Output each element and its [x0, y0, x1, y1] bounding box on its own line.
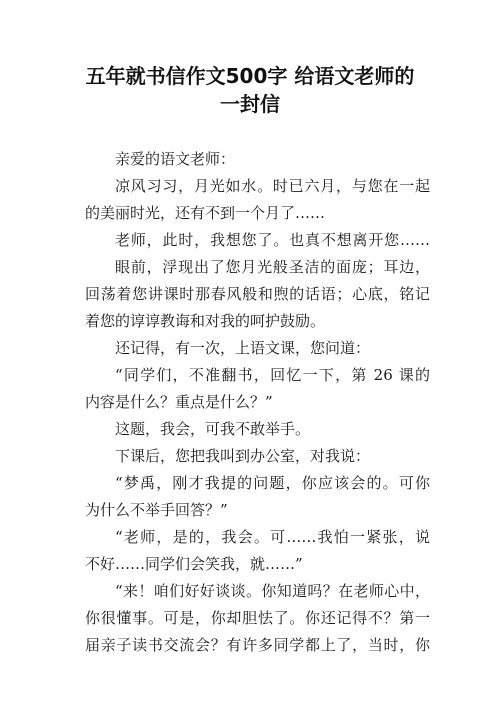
paragraph-line: “来！咱们好好谈谈。你知道吗？在老师心中， [115, 582, 430, 600]
paragraph-line: 内容是什么？重点是什么？” [85, 393, 273, 411]
paragraph-line: 不好……同学们会笑我，就……” [85, 555, 303, 573]
paragraph-line: 为什么不举手回答？” [85, 501, 228, 519]
paragraph-line: 回荡着您讲课时那春风般和煦的话语；心底，铭记 [85, 285, 430, 303]
paragraph-line: 眼前，浮现出了您月光般圣洁的面庞；耳边， [115, 258, 430, 276]
paragraph-line: 凉风习习，月光如水。时已六月，与您在一起 [115, 177, 430, 195]
paragraph-line: “同学们，不准翻书，回忆一下，第 26 课的 [115, 366, 430, 384]
document-title-line-1: 五年就书信作文500字 给语文老师的 [85, 64, 415, 88]
paragraph-line: 下课后，您把我叫到办公室，对我说： [115, 447, 371, 465]
document-title-line-2: 一封信 [220, 92, 280, 116]
paragraph-line: 这题，我会，可我不敢举手。 [115, 420, 311, 438]
paragraph-line: “梦禹，刚才我提的问题，你应该会的。可你 [115, 474, 430, 492]
paragraph-line: 你很懂事。可是，你却胆怯了。你还记得不？第一 [85, 609, 430, 627]
letter-body [85, 146, 430, 659]
paragraph-line: 届亲子读书交流会？有许多同学都上了，当时，你 [85, 636, 430, 654]
paragraph-line: 还记得，有一次，上语文课，您问道： [115, 339, 371, 357]
paragraph-line: “老师，是的，我会。可……我怕一紧张，说 [115, 528, 430, 546]
paragraph-line: 着您的谆谆教诲和对我的呵护鼓励。 [85, 312, 326, 330]
salutation-line: 亲爱的语文老师： [115, 150, 236, 168]
paragraph-line: 老师，此时，我想您了。也真不想离开您…… [115, 231, 430, 249]
paragraph-line: 的美丽时光，还有不到一个月了…… [85, 204, 326, 222]
